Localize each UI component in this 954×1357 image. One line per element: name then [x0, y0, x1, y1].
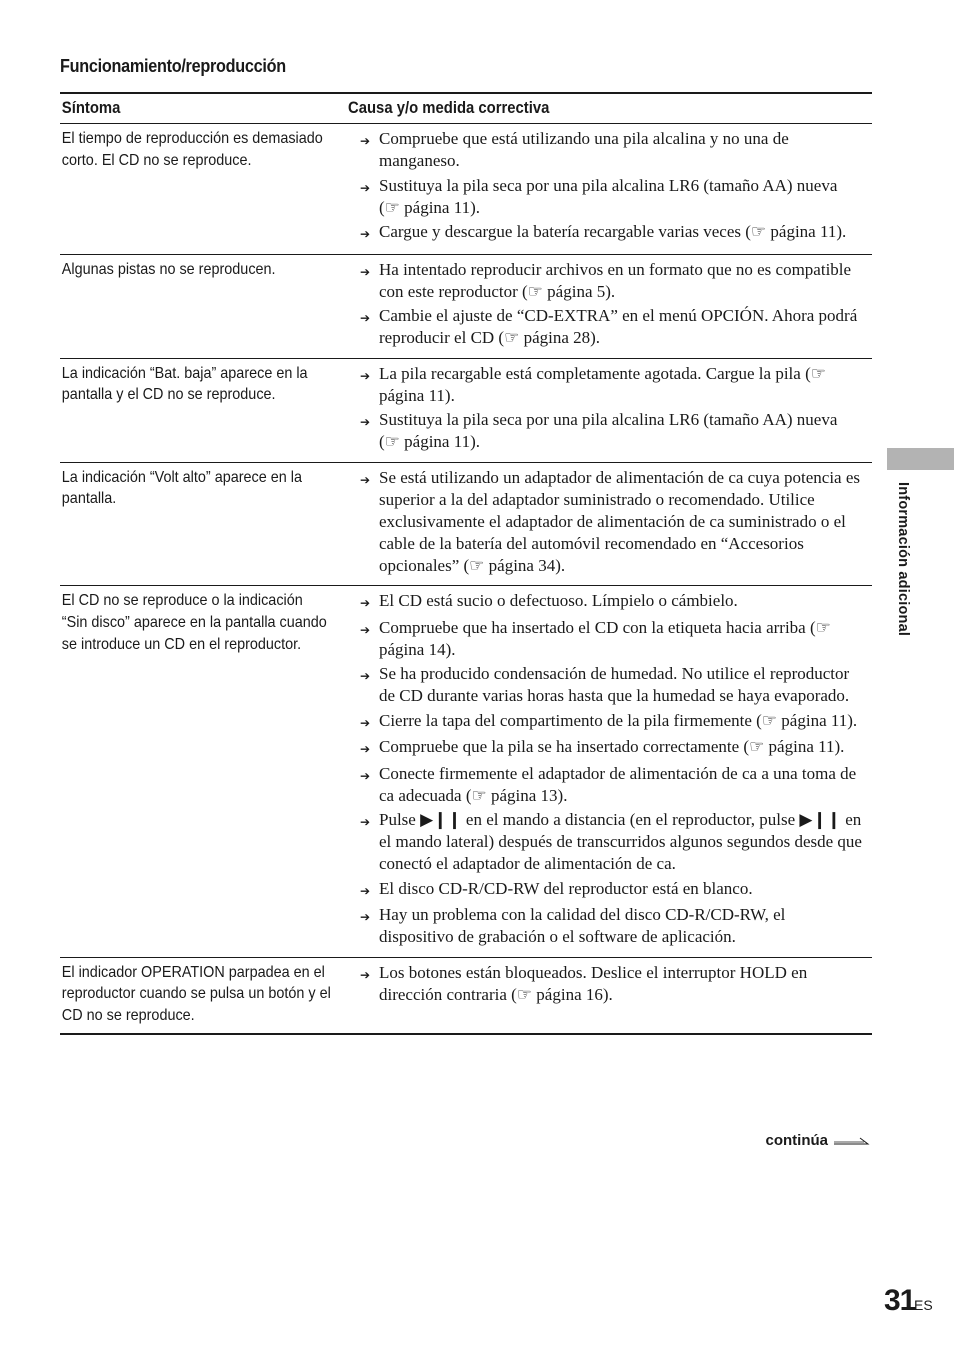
arrow-icon: ➔ — [360, 883, 371, 898]
section-title: Funcionamiento/reproducción — [60, 56, 286, 76]
cause-text: Se ha producido condensación de humedad. No utilice el reproductor de CD durante varias horas hasta que la humedad se haya evaporado. — [379, 664, 850, 705]
side-section-label: Información adicional — [895, 482, 911, 637]
arrow-icon: ➔ — [360, 368, 371, 383]
cause-text: Los botones están bloqueados. Deslice el interruptor HOLD en dirección contraria (☞ página 16). — [379, 962, 808, 1004]
arrow-icon: ➔ — [360, 180, 371, 195]
troubleshooting-table — [60, 92, 872, 1035]
arrow-icon: ➔ — [360, 264, 371, 279]
table-row — [60, 255, 872, 359]
cause-text: Compruebe que está utilizando una pila alcalina y no una de manganeso. — [379, 129, 789, 170]
cause-item — [360, 221, 872, 245]
arrow-icon: ➔ — [360, 227, 371, 241]
cause-text: El CD está sucio o defectuoso. Límpielo o cámbielo. — [379, 591, 738, 610]
cause-item — [360, 962, 872, 1006]
cause-cell — [360, 259, 872, 352]
cause-item — [360, 409, 872, 453]
table-header — [60, 94, 872, 124]
arrow-icon: ➔ — [360, 715, 371, 730]
cause-item — [360, 663, 872, 707]
arrow-icon: ➔ — [360, 311, 371, 325]
cause-item — [360, 617, 872, 661]
cause-item — [360, 904, 872, 948]
cause-text: Hay un problema con la calidad del disco CD-R/CD-RW, el dispositivo de grabación o el software de aplicación. — [379, 905, 786, 946]
cause-item — [360, 305, 872, 349]
cause-text: La pila recargable está completamente agotada. Cargue la pila (☞ página 11). — [379, 363, 826, 405]
cause-item — [360, 763, 872, 807]
cause-cell — [360, 128, 872, 248]
page-language: ES — [914, 1297, 933, 1313]
arrow-icon: ➔ — [360, 415, 371, 429]
cause-text: Sustituya la pila seca por una pila alcalina LR6 (tamaño AA) nueva (☞ página 11). — [379, 410, 838, 451]
arrow-icon: ➔ — [360, 967, 371, 982]
arrow-icon: ➔ — [360, 815, 371, 829]
table-row — [60, 463, 872, 587]
symptom-cell: El indicador OPERATION parpadea en el reproductor cuando se pulsa un botón y el CD no se reproduce. — [61, 963, 331, 1025]
arrow-icon: ➔ — [360, 622, 371, 637]
cause-text: Cierre la tapa del compartimento de la pila firmemente (☞ página 11). — [379, 710, 858, 730]
header-symptom: Síntoma — [61, 99, 121, 117]
arrow-icon: ➔ — [360, 768, 371, 783]
arrow-icon: ➔ — [360, 910, 371, 924]
cause-item — [360, 467, 872, 577]
cause-text: Compruebe que la pila se ha insertado correctamente (☞ página 11). — [379, 737, 845, 756]
cause-cell — [360, 590, 872, 951]
table-body — [60, 124, 872, 1035]
symptom-cell: La indicación “Bat. baja” aparece en la pantalla y el CD no se reproduce. — [61, 364, 308, 404]
cause-text: Pulse ▶❙❙ en el mando a distancia (en el reproductor, pulse ▶❙❙ en el mando lateral) después de transcurridos algunos segundos desde que conectó el adaptador de alimentación de ca. — [379, 810, 862, 873]
cause-text: Sustituya la pila seca por una pila alcalina LR6 (tamaño AA) nueva (☞ página 11). — [379, 175, 838, 217]
cause-item — [360, 128, 872, 172]
arrow-icon: ➔ — [360, 596, 371, 610]
cause-item — [360, 175, 872, 219]
cause-item — [360, 878, 872, 902]
section-tab-marker — [887, 448, 954, 470]
table-row — [60, 586, 872, 958]
cause-text: Compruebe que ha insertado el CD con la etiqueta hacia arriba (☞ página 14). — [379, 617, 831, 659]
cause-text: Cambie el ajuste de “CD-EXTRA” en el menú OPCIÓN. Ahora podrá reproducir el CD (☞ página 28). — [379, 306, 858, 347]
cause-item — [360, 809, 872, 875]
cause-cell — [360, 467, 872, 580]
symptom-cell: Algunas pistas no se reproducen. — [61, 260, 276, 278]
symptom-cell: El CD no se reproduce o la indicación “Sin disco” aparece en la pantalla cuando se introduce un CD en el reproductor. — [61, 592, 327, 653]
continue-arrow-icon — [834, 1136, 870, 1146]
cause-cell — [360, 363, 872, 456]
table-row — [60, 124, 872, 255]
cause-item — [360, 710, 872, 734]
header-cause: Causa y/o medida correctiva — [348, 99, 550, 117]
cause-text: Ha intentado reproducir archivos en un formato que no es compatible con este reproductor (☞ página 5). — [379, 259, 852, 301]
cause-text: Conecte firmemente el adaptador de alimentación de ca a una toma de ca adecuada (☞ página 13). — [379, 763, 857, 805]
cause-item — [360, 259, 872, 303]
symptom-cell: La indicación “Volt alto” aparece en la pantalla. — [61, 468, 302, 508]
arrow-icon: ➔ — [360, 472, 371, 487]
arrow-icon: ➔ — [360, 742, 371, 756]
cause-cell — [360, 962, 872, 1027]
table-row — [60, 958, 872, 1035]
continua-label: continúa — [765, 1132, 828, 1149]
page-number: 31 — [884, 1284, 916, 1317]
arrow-icon: ➔ — [360, 669, 371, 683]
cause-text: El disco CD-R/CD-RW del reproductor está en blanco. — [379, 878, 753, 898]
cause-item — [360, 590, 872, 614]
cause-text: Se está utilizando un adaptador de alimentación de ca cuya potencia es superior a la del adaptador suministrado o recomendado. Utilice exclusivamente el adaptador de alimentación de ca suministrado o el cable de la batería del automóvil recomendado en “Accesorios opcionales” (☞ página 34). — [379, 467, 860, 575]
table-row — [60, 359, 872, 463]
symptom-cell: El tiempo de reproducción es demasiado corto. El CD no se reproduce. — [61, 130, 323, 169]
continua-indicator — [766, 1132, 871, 1149]
cause-item — [360, 736, 872, 760]
cause-text: Cargue y descargue la batería recargable varias veces (☞ página 11). — [379, 222, 847, 241]
cause-item — [360, 363, 872, 407]
arrow-icon: ➔ — [360, 134, 371, 148]
